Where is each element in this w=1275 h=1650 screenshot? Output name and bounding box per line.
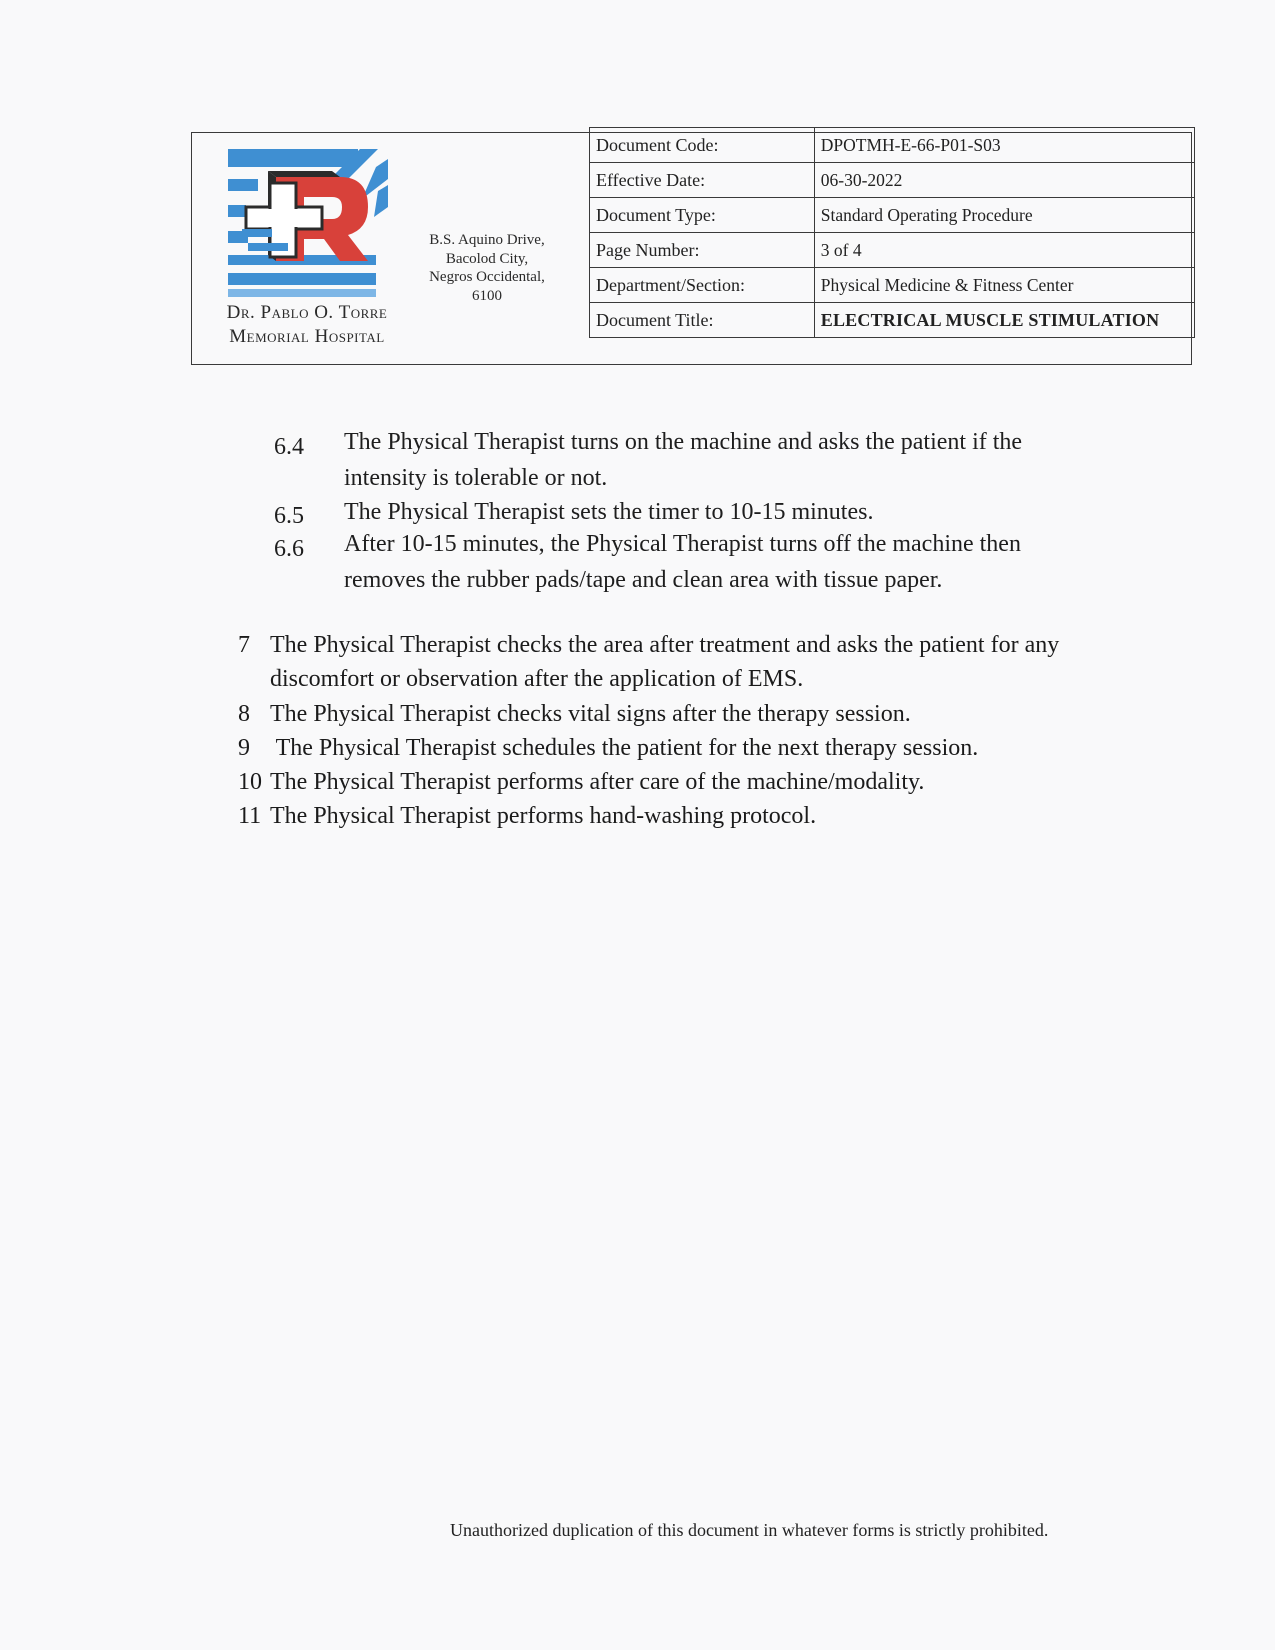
meta-row-effective-date — [590, 163, 1195, 198]
list-item-text: intensity is tolerable or not. — [344, 465, 608, 491]
list-item-text: The Physical Therapist checks the area after treatment and asks the patient for any — [270, 632, 1060, 658]
list-item-number: 11 — [238, 803, 262, 829]
meta-row-document-code — [590, 128, 1195, 163]
meta-value: Standard Operating Procedure — [814, 198, 1194, 233]
address-line: Negros Occidental, — [429, 269, 545, 285]
list-item-text: After 10-15 minutes, the Physical Therapist turns off the machine then — [344, 531, 1021, 557]
meta-value: Physical Medicine & Fitness Center — [814, 268, 1194, 303]
list-item-number: 6.5 — [274, 503, 304, 529]
list-item-text: removes the rubber pads/tape and clean area with tissue paper. — [344, 567, 943, 593]
list-item-text: The Physical Therapist turns on the machine and asks the patient if the — [344, 429, 1023, 455]
address-line: B.S. Aquino Drive, — [429, 232, 545, 248]
meta-label: Document Type: — [590, 198, 815, 233]
meta-value: 06-30-2022 — [814, 163, 1194, 198]
list-item-text: The Physical Therapist sets the timer to 10-15 minutes. — [344, 499, 874, 525]
hospital-name-line2: Memorial Hospital — [229, 326, 385, 347]
list-item-text: The Physical Therapist performs hand-washing protocol. — [270, 803, 817, 829]
meta-label: Department/Section: — [590, 268, 815, 303]
meta-row-document-title — [590, 303, 1195, 338]
document-title: ELECTRICAL MUSCLE STIMULATION — [814, 303, 1194, 338]
hospital-logo-icon — [228, 149, 388, 299]
address-line: Bacolod City, — [445, 250, 529, 267]
meta-row-page-number — [590, 233, 1195, 268]
meta-value: DPOTMH-E-66-P01-S03 — [814, 128, 1194, 163]
list-item-text: The Physical Therapist checks vital signs after the therapy session. — [270, 701, 911, 727]
meta-label: Document Code: — [590, 128, 815, 163]
meta-row-department — [590, 268, 1195, 303]
meta-row-document-type — [590, 198, 1195, 233]
footer-notice: Unauthorized duplication of this document in whatever forms is strictly prohibited. — [450, 1520, 1049, 1540]
meta-value: 3 of 4 — [814, 233, 1194, 268]
document-meta-table — [589, 127, 1195, 338]
list-item-number: 7 — [238, 632, 250, 658]
hospital-address — [417, 231, 557, 305]
meta-label: Page Number: — [590, 233, 815, 268]
list-item-number: 6.6 — [274, 536, 304, 562]
list-item-number: 10 — [238, 769, 262, 795]
address-line: 6100 — [472, 287, 502, 304]
meta-label: Effective Date: — [590, 163, 815, 198]
list-item-number: 8 — [238, 701, 250, 727]
list-item-number: 6.4 — [274, 434, 304, 460]
document-header — [191, 132, 1192, 365]
list-item-text: discomfort or observation after the application of EMS. — [270, 666, 804, 692]
list-item-number: 9 — [238, 735, 250, 761]
hospital-name-line1: Dr. Pablo O. Torre — [226, 302, 388, 323]
list-item-text: The Physical Therapist schedules the patient for the next therapy session. — [270, 735, 979, 761]
logo-cell — [192, 133, 417, 364]
list-item-text: The Physical Therapist performs after care of the machine/modality. — [270, 769, 925, 795]
meta-label: Document Title: — [590, 303, 815, 338]
